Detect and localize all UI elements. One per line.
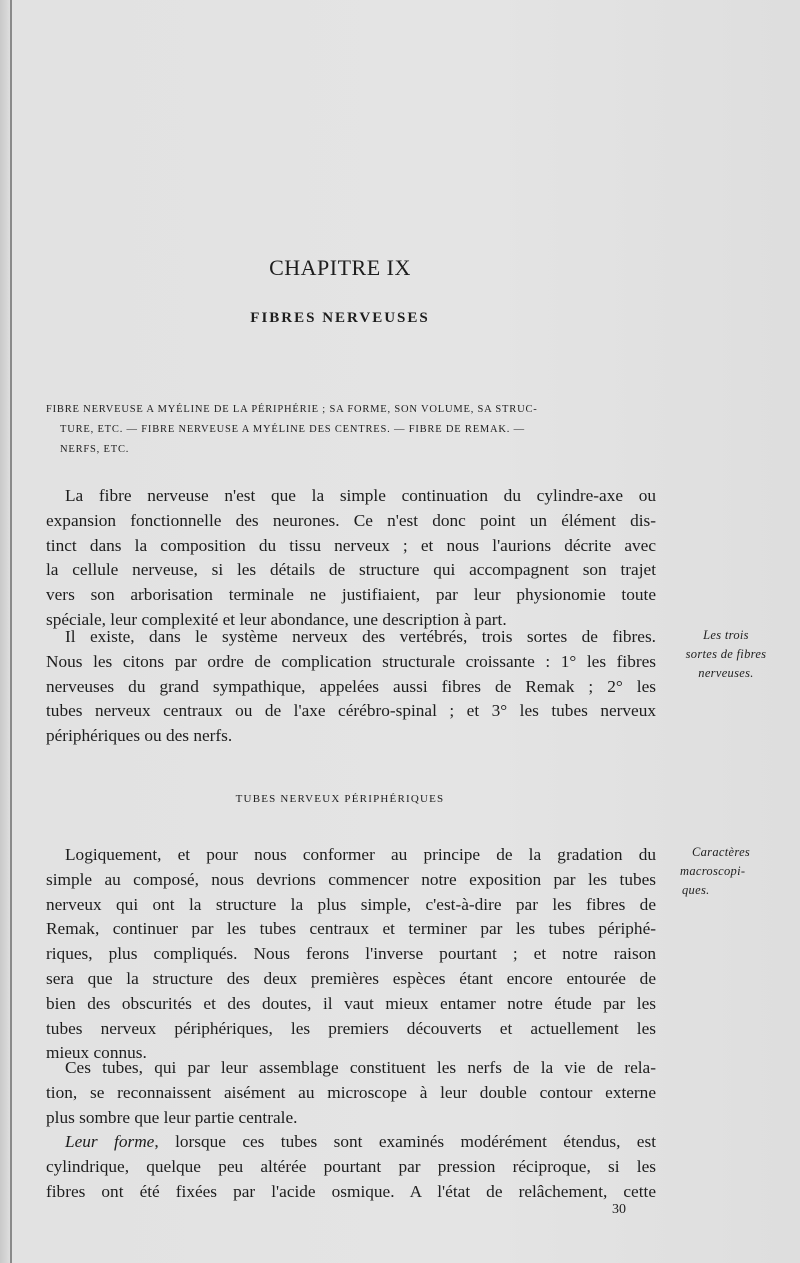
page-number: 30 bbox=[612, 1202, 626, 1217]
paragraph-4 bbox=[46, 1056, 656, 1130]
margin-note-line: Caractères bbox=[692, 845, 751, 859]
italic-lead: Leur forme bbox=[65, 1132, 155, 1151]
text-line: Il existe, dans le système nerveux des vertébrés, trois sortes de fibres. bbox=[65, 627, 656, 646]
margin-note-characteristics bbox=[680, 843, 798, 900]
page-binding-edge bbox=[10, 0, 12, 1263]
paragraph-3 bbox=[46, 843, 656, 1066]
text-line: riques, plus compliqués. Nous ferons l'inverse pourtant ; et notre raison bbox=[46, 944, 656, 964]
paragraph-5 bbox=[46, 1130, 656, 1204]
text-line: Remak, continuer par les tubes centraux et terminer par les tubes périphé- bbox=[46, 919, 656, 939]
text-line: vers son arborisation terminale ne justifiaient, par leur physionomie toute bbox=[46, 585, 656, 605]
text-line: Nous les citons par ordre de complication structurale croissante : 1° les fibres bbox=[46, 651, 656, 671]
text-line: expansion fonctionnelle des neurones. Ce n'est donc point un élément dis- bbox=[46, 510, 656, 530]
text-line: nerveux qui ont la structure la plus simple, c'est-à-dire par les fibres de bbox=[46, 894, 656, 914]
chapter-heading: CHAPITRE IX bbox=[269, 255, 411, 280]
text-line: fibres ont été fixées par l'acide osmique. A l'état de relâchement, cette bbox=[46, 1181, 656, 1201]
text-line: tubes nerveux centraux ou de l'axe cérébro-spinal ; et 3° les tubes nerveux bbox=[46, 701, 656, 721]
text-line bbox=[46, 1130, 656, 1155]
text-line: plus sombre que leur partie centrale. bbox=[46, 1107, 298, 1127]
text-line: périphériques ou des nerfs. bbox=[46, 726, 233, 746]
chapter-title: FIBRES NERVEUSES bbox=[250, 310, 430, 326]
text-line: mieux connus. bbox=[46, 1043, 147, 1063]
text-line: Logiquement, et pour nous conformer au principe de la gradation du bbox=[65, 845, 656, 864]
margin-note-line: ques. bbox=[682, 883, 710, 897]
summary-line: NERFS, ETC. bbox=[60, 444, 130, 455]
text-line: la cellule nerveuse, si les détails de structure qui accompagnent son trajet bbox=[46, 560, 656, 580]
text-line: simple au composé, nous devrions commencer notre exposition par les tubes bbox=[46, 869, 656, 889]
paragraph-2 bbox=[46, 625, 656, 749]
text-line: Ces tubes, qui par leur assemblage constituent les nerfs de la vie de rela- bbox=[65, 1058, 656, 1077]
margin-note-line: macroscopi- bbox=[680, 864, 746, 878]
text-line: tubes nerveux périphériques, les premiers découverts et actuellement les bbox=[46, 1018, 656, 1038]
text-line: tion, se reconnaissent aisément au microscope à leur double contour externe bbox=[46, 1082, 656, 1102]
section-subheading: TUBES NERVEUX PÉRIPHÉRIQUES bbox=[235, 793, 445, 805]
text-line: cylindrique, quelque peu altérée pourtant par pression réciproque, si les bbox=[46, 1156, 656, 1176]
margin-note-line: sortes de fibres bbox=[685, 647, 767, 661]
text-segment: , lorsque ces tubes sont examinés modérément étendus, est bbox=[154, 1132, 656, 1151]
text-line: sera que la structure des deux premières espèces étant encore entourée de bbox=[46, 968, 656, 988]
text-line: nerveuses du grand sympathique, appelées aussi fibres de Remak ; 2° les bbox=[46, 676, 656, 696]
text-line: La fibre nerveuse n'est que la simple continuation du cylindre-axe ou bbox=[65, 486, 656, 505]
text-line: tinct dans la composition du tissu nerveux ; et nous l'aurions décrite avec bbox=[46, 535, 656, 555]
summary-line: FIBRE NERVEUSE A MYÉLINE DE LA PÉRIPHÉRIE ; SA FORME, SON VOLUME, SA STRUC- bbox=[46, 404, 538, 415]
paragraph-1 bbox=[46, 484, 656, 633]
margin-note-line: nerveuses. bbox=[698, 666, 754, 680]
margin-note-fiber-types bbox=[676, 626, 776, 683]
text-line: bien des obscurités et des doutes, il vaut mieux entamer notre étude par les bbox=[46, 993, 656, 1013]
text-line: spéciale, leur complexité et leur abondance, une description à part. bbox=[46, 609, 507, 629]
chapter-summary bbox=[46, 400, 652, 460]
margin-note-line: Les trois bbox=[703, 628, 749, 642]
summary-line: TURE, ETC. — FIBRE NERVEUSE A MYÉLINE DES CENTRES. — FIBRE DE REMAK. — bbox=[60, 424, 525, 435]
